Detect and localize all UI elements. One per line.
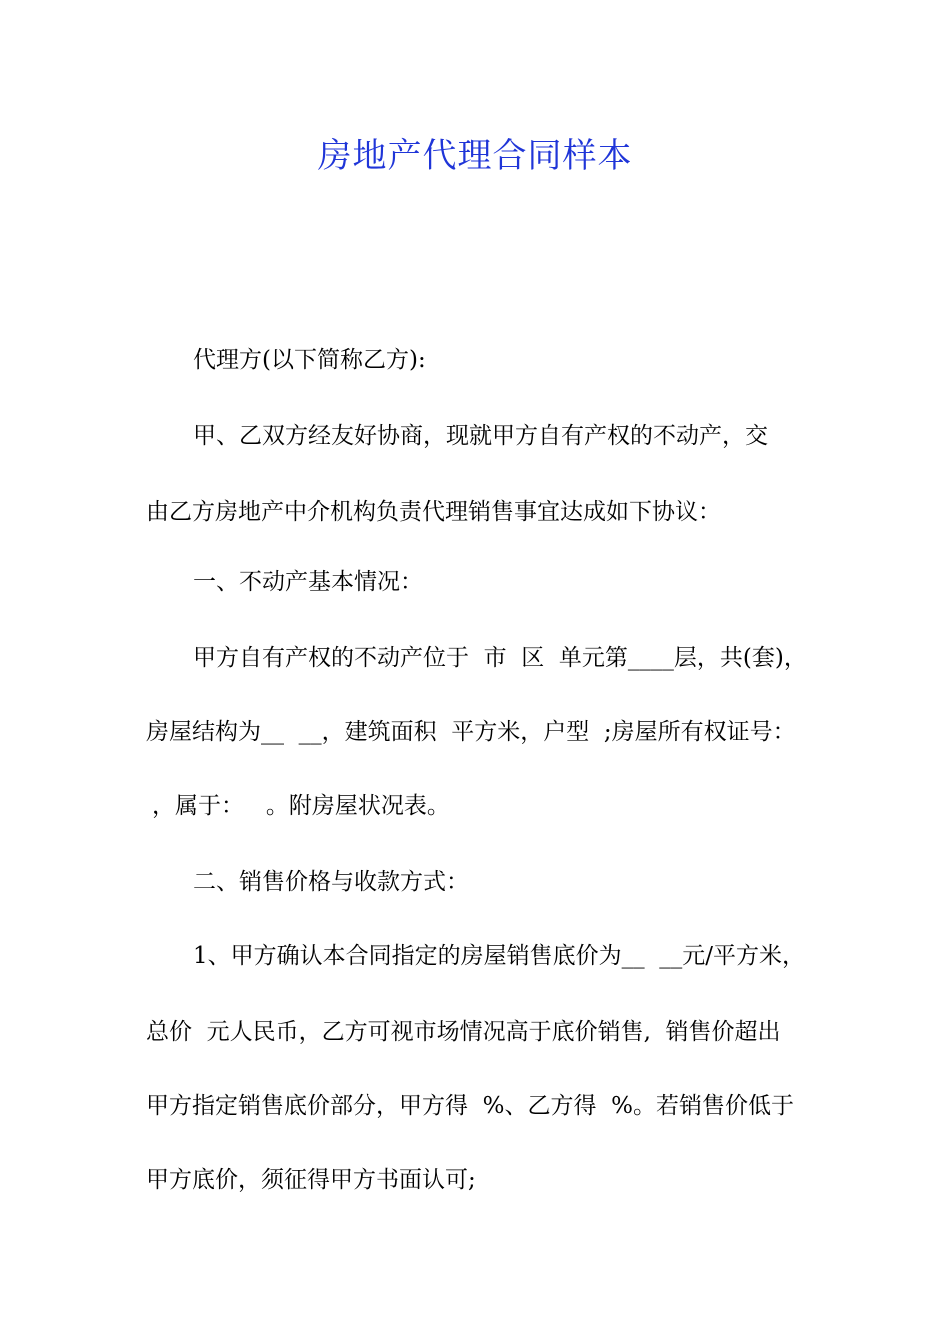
section-heading: 二、销售价格与收款方式： [193, 869, 469, 895]
paragraph-line: 总价 元人民币，乙方可视市场情况高于底价销售, 销售价超出 [146, 1019, 781, 1045]
paragraph-line: 甲、乙双方经友好协商，现就甲方自有产权的不动产，交 [193, 423, 768, 449]
paragraph-line: ，属于： 。附房屋状况表。 [152, 793, 450, 819]
paragraph-line: 甲方自有产权的不动产位于 市 区 单元第____层，共(套)， [193, 645, 807, 671]
document-title: 房地产代理合同样本 [317, 136, 633, 176]
section-heading: 一、不动产基本情况： [193, 569, 423, 595]
party-b-line: 代理方(以下简称乙方): [193, 347, 426, 373]
paragraph-line: 甲方指定销售底价部分，甲方得 %、乙方得 %。若销售价低于 [146, 1093, 794, 1119]
paragraph-line: 1、甲方确认本合同指定的房屋销售底价为__ __元/平方米， [193, 943, 806, 969]
paragraph-line: 房屋结构为__ __，建筑面积 平方米，户型 ;房屋所有权证号： [146, 719, 796, 745]
paragraph-line: 甲方底价，须征得甲方书面认可; [146, 1167, 476, 1193]
paragraph-line: 由乙方房地产中介机构负责代理销售事宜达成如下协议： [146, 499, 721, 525]
